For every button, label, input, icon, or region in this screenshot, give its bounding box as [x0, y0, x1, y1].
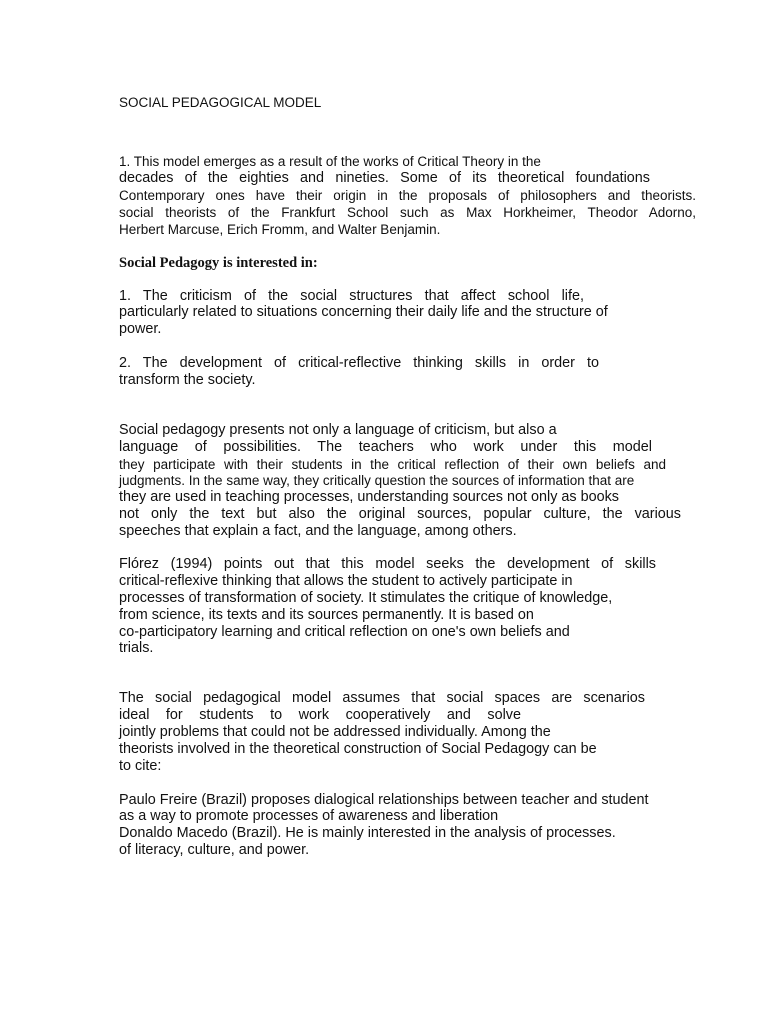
paragraph-3-line: theorists involved in the theoretical construction of Social Pedagogy can be: [119, 741, 597, 757]
intro-line: Herbert Marcuse, Erich Fromm, and Walter Benjamin.: [119, 222, 441, 237]
paragraph-1-line: speeches that explain a fact, and the language, among others.: [119, 523, 517, 539]
paragraph-1-line: not only the text but also the original sources, popular culture, the various: [119, 506, 681, 522]
paragraph-1-line: they participate with their students in the critical reflection of their own beliefs and: [119, 457, 666, 472]
point-1-line: particularly related to situations concerning their daily life and the structure of: [119, 304, 608, 320]
paragraph-4-line: Paulo Freire (Brazil) proposes dialogical relationships between teacher and student: [119, 792, 649, 808]
intro-line: Contemporary ones have their origin in the proposals of philosophers and theorists.: [119, 188, 696, 203]
paragraph-4-line: of literacy, culture, and power.: [119, 842, 310, 858]
paragraph-3-line: The social pedagogical model assumes that social spaces are scenarios: [119, 690, 645, 706]
paragraph-1-line: they are used in teaching processes, understanding sources not only as books: [119, 489, 619, 505]
document-title: SOCIAL PEDAGOGICAL MODEL: [119, 95, 322, 110]
intro-line: 1. This model emerges as a result of the works of Critical Theory in the: [119, 154, 541, 169]
section-subheading: Social Pedagogy is interested in:: [119, 255, 318, 271]
paragraph-3-line: jointly problems that could not be addressed individually. Among the: [119, 724, 551, 740]
paragraph-4-line: Donaldo Macedo (Brazil). He is mainly interested in the analysis of processes.: [119, 825, 616, 841]
paragraph-4-line: as a way to promote processes of awareness and liberation: [119, 808, 499, 824]
point-1-line: power.: [119, 321, 162, 337]
paragraph-3-line: to cite:: [119, 758, 162, 774]
paragraph-1-line: judgments. In the same way, they critically question the sources of information that are: [119, 473, 635, 488]
paragraph-2-line: critical-reflexive thinking that allows the student to actively participate in: [119, 573, 573, 589]
paragraph-2-line: processes of transformation of society. It stimulates the critique of knowledge,: [119, 590, 613, 606]
intro-line: social theorists of the Frankfurt School such as Max Horkheimer, Theodor Adorno,: [119, 205, 696, 220]
paragraph-2-line: Flórez (1994) points out that this model seeks the development of skills: [119, 556, 656, 572]
paragraph-2-line: trials.: [119, 640, 154, 656]
intro-line: decades of the eighties and nineties. Some of its theoretical foundations: [119, 170, 650, 186]
paragraph-1-line: language of possibilities. The teachers who work under this model: [119, 439, 652, 455]
point-1-line: 1. The criticism of the social structures that affect school life,: [119, 288, 584, 304]
point-2-line: 2. The development of critical-reflective thinking skills in order to: [119, 355, 599, 371]
paragraph-2-line: co-participatory learning and critical reflection on one's own beliefs and: [119, 624, 570, 640]
paragraph-2-line: from science, its texts and its sources permanently. It is based on: [119, 607, 534, 623]
paragraph-3-line: ideal for students to work cooperatively and solve: [119, 707, 521, 723]
paragraph-1-line: Social pedagogy presents not only a language of criticism, but also a: [119, 422, 557, 438]
point-2-line: transform the society.: [119, 372, 256, 388]
